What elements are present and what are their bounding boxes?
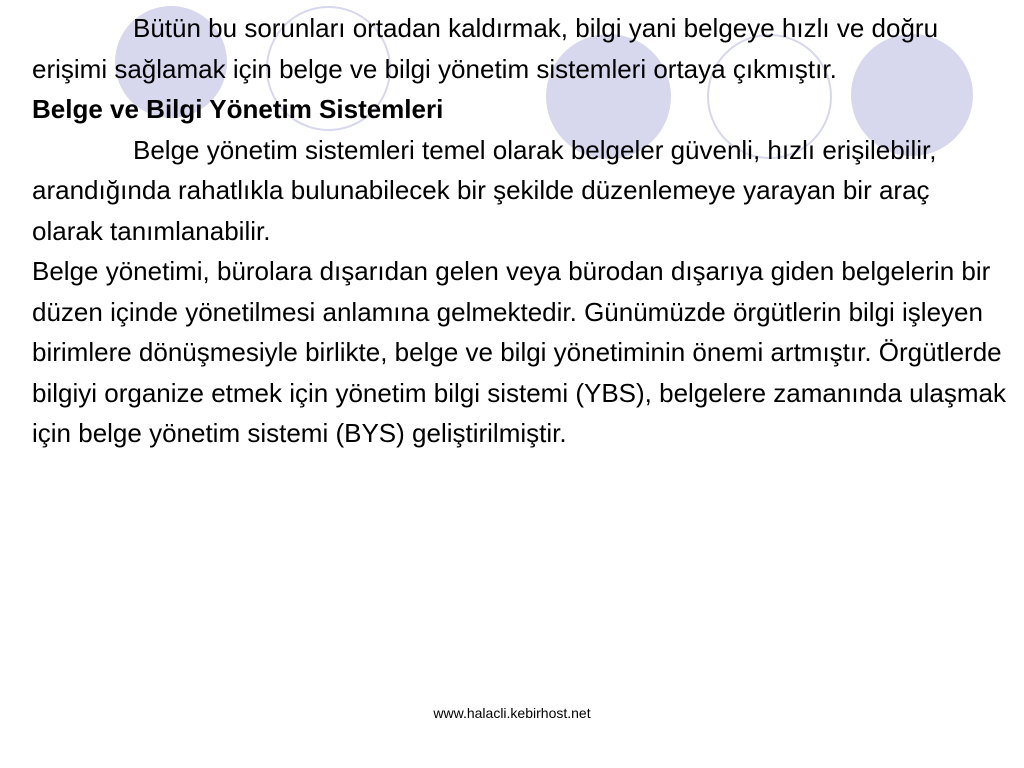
footer-url: www.halacli.kebirhost.net bbox=[433, 705, 591, 721]
body-paragraph: Belge yönetimi, bürolara dışarıdan gelen veya bürodan dışarıya giden belgelerin bir düzen içinde yönetilmesi anlamına gelmektedir. Günümüzde örgütlerin bilgi işleyen birimlere dönüşmesiyle birlikte, belge ve bilgi yönetiminin önemi artmıştır. Örgütlerde bilgiyi organize etmek için yönetim bilgi sistemi (YBS), belgelere zamanında ulaşmak için belge yönetim sistemi (BYS) geliştirilmiştir. bbox=[32, 256, 1006, 448]
intro-paragraph: Bütün bu sorunları ortadan kaldırmak, bilgi yani belgeye hızlı ve doğru erişimi sağlamak için belge ve bilgi yönetim sistemleri ortaya çıkmıştır. bbox=[32, 13, 939, 84]
slide-body bbox=[32, 8, 1007, 454]
section-heading: Belge ve Bilgi Yönetim Sistemleri bbox=[32, 94, 444, 124]
definition-paragraph: Belge yönetim sistemleri temel olarak belgeler güvenli, hızlı erişilebilir, arandığında rahatlıkla bulunabilecek bir şekilde düzenlemeye yarayan bir araç olarak tanımlanabilir. bbox=[32, 134, 937, 246]
